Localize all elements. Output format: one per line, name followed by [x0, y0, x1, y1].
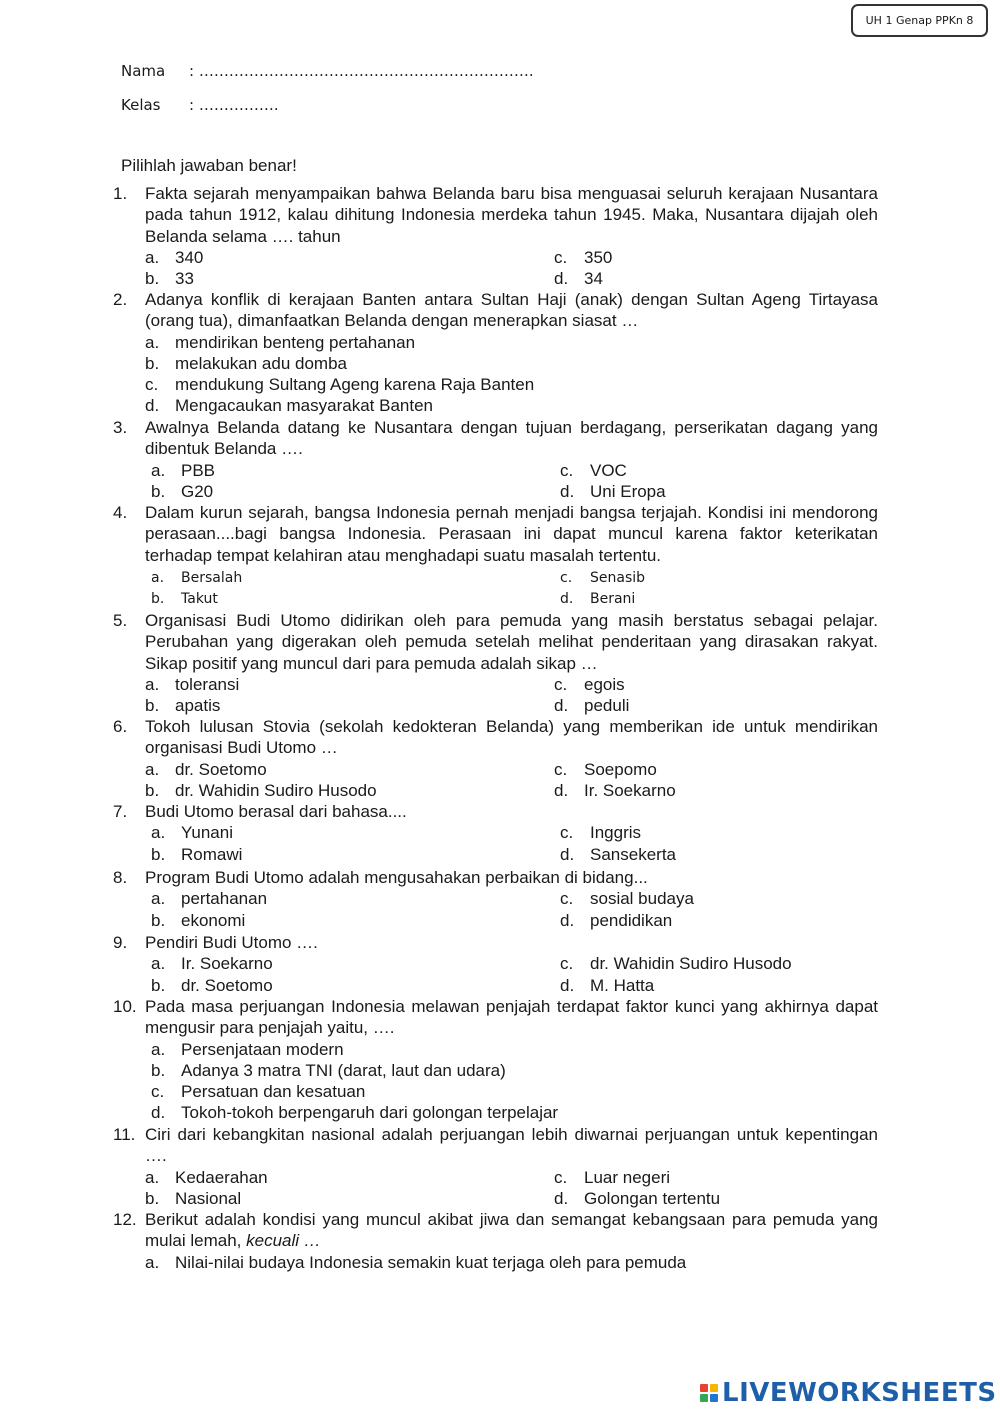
option-list: [145, 1167, 878, 1210]
option-letter: c.: [554, 247, 568, 267]
question-4: [113, 502, 878, 610]
option-letter: c.: [554, 1167, 568, 1187]
name-row: [121, 62, 534, 80]
option-letter: a.: [151, 569, 165, 586]
option-letter: a.: [145, 332, 160, 352]
option-text: Ir. Soekarno: [181, 954, 273, 974]
option-c[interactable]: [151, 1081, 878, 1102]
option-a[interactable]: [151, 888, 560, 909]
option-list: [151, 953, 878, 996]
option-a[interactable]: [145, 674, 554, 695]
question-10: [113, 996, 878, 1124]
option-letter: d.: [560, 910, 575, 930]
logo-square-yellow: [710, 1384, 718, 1392]
name-field[interactable]: : ………………………………………………………….: [189, 62, 534, 80]
option-list: [151, 1039, 878, 1124]
class-field[interactable]: : …………….: [189, 96, 279, 114]
option-d[interactable]: [151, 1102, 878, 1123]
liveworksheets-logo[interactable]: [700, 1378, 997, 1408]
option-text: sosial budaya: [590, 889, 694, 909]
option-d[interactable]: [554, 268, 878, 289]
question-number: 2.: [113, 290, 128, 309]
option-letter: d.: [560, 591, 574, 608]
option-letter: d.: [560, 844, 575, 864]
option-a[interactable]: [151, 460, 560, 481]
option-text: 33: [175, 269, 194, 289]
option-text: pendidikan: [590, 910, 673, 930]
option-a[interactable]: [151, 953, 560, 974]
question-text-emphasis: kecuali …: [246, 1231, 321, 1251]
option-text: dr. Soetomo: [181, 975, 273, 995]
option-text: Takut: [181, 591, 218, 608]
option-list: [145, 247, 878, 290]
option-list: [145, 674, 878, 717]
logo-square-red: [700, 1384, 708, 1392]
question-number: 4.: [113, 503, 128, 522]
logo-square-green: [700, 1394, 708, 1402]
option-text: Yunani: [181, 823, 233, 843]
option-text: dr. Soetomo: [175, 759, 267, 779]
option-b[interactable]: [151, 844, 560, 865]
option-text: melakukan adu domba: [175, 353, 348, 373]
option-text: mendirikan benteng pertahanan: [175, 332, 416, 352]
option-letter: c.: [560, 954, 574, 974]
question-text: [145, 1209, 878, 1252]
option-a[interactable]: [145, 247, 554, 268]
option-letter: a.: [145, 674, 160, 694]
option-c[interactable]: [554, 1167, 878, 1188]
option-b[interactable]: [151, 1060, 878, 1081]
question-text: Organisasi Budi Utomo didirikan oleh para pemuda yang masih berstatus sebagai pelajar. Perubahan yang digerakan oleh pemuda setelah melihat penderitaan yang dirasakan rakyat. Sikap positif yang muncul dari para pemuda adalah sikap …: [145, 611, 878, 673]
option-c[interactable]: [560, 568, 878, 589]
option-letter: b.: [151, 844, 166, 864]
option-text: Nasional: [175, 1188, 242, 1208]
option-d[interactable]: [554, 780, 878, 801]
question-text: Tokoh lulusan Stovia (sekolah kedokteran Belanda) yang memberikan ide untuk mendirikan organisasi Budi Utomo …: [145, 717, 878, 758]
question-number: 10.: [113, 997, 137, 1016]
question-number: 8.: [113, 868, 128, 887]
option-text: pertahanan: [181, 889, 268, 909]
instruction: Pilihlah jawaban benar!: [121, 156, 297, 175]
option-text: 340: [175, 247, 204, 267]
option-text: PBB: [181, 460, 216, 480]
question-7: [113, 801, 878, 865]
option-list: [151, 568, 878, 611]
option-d[interactable]: [560, 975, 878, 996]
option-letter: c.: [554, 674, 568, 694]
question-1: [113, 183, 878, 289]
option-letter: b.: [151, 975, 166, 995]
question-6: [113, 716, 878, 801]
option-text: dr. Wahidin Sudiro Husodo: [590, 954, 792, 974]
option-letter: a.: [145, 759, 160, 779]
question-number: 11.: [113, 1125, 136, 1144]
option-b[interactable]: [151, 481, 560, 502]
option-letter: d.: [554, 269, 569, 289]
question-11: [113, 1124, 878, 1209]
option-b[interactable]: [151, 589, 560, 610]
option-text: mendukung Sultang Ageng karena Raja Banten: [175, 375, 535, 395]
question-text: Awalnya Belanda datang ke Nusantara dengan tujuan berdagang, perserikatan dagang yang dibentuk Belanda ….: [145, 418, 878, 459]
option-c[interactable]: [560, 888, 878, 909]
question-text: Fakta sejarah menyampaikan bahwa Belanda baru bisa menguasai seluruh kerajaan Nusantara pada tahun 1912, kalau dihitung Indonesia merdeka tahun 1945. Maka, Nusantara dijajah oleh Belanda selama …. tahun: [145, 184, 878, 246]
option-letter: a.: [151, 823, 166, 843]
option-c[interactable]: [554, 759, 878, 780]
option-a[interactable]: [151, 568, 560, 589]
question-text: Budi Utomo berasal dari bahasa....: [145, 802, 407, 821]
option-text: Adanya 3 matra TNI (darat, laut dan udara): [181, 1060, 506, 1080]
option-letter: d.: [554, 780, 569, 800]
option-letter: b.: [145, 1188, 160, 1208]
option-text: peduli: [584, 696, 630, 716]
option-text: Berani: [590, 591, 636, 608]
option-letter: c.: [151, 1082, 165, 1102]
option-text: Uni Eropa: [590, 481, 666, 501]
option-letter: a.: [151, 460, 166, 480]
option-letter: b.: [151, 910, 166, 930]
option-letter: a.: [151, 1039, 166, 1059]
option-list: [145, 1252, 878, 1273]
question-3: [113, 417, 878, 502]
option-d[interactable]: [560, 589, 878, 610]
option-text: Persenjataan modern: [181, 1039, 344, 1059]
option-a[interactable]: [151, 1039, 878, 1060]
question-number: 6.: [113, 717, 128, 736]
option-letter: c.: [560, 460, 574, 480]
option-c[interactable]: [554, 674, 878, 695]
question-8: [113, 867, 878, 931]
question-text-main: Berikut adalah kondisi yang muncul akibat jiwa dan semangat kebangsaan para pemuda yang mulai lemah,: [145, 1210, 878, 1251]
question-text: Adanya konflik di kerajaan Banten antara Sultan Haji (anak) dengan Sultan Ageng Tirtayasa (orang tua), dimanfaatkan Belanda dengan menerapkan siasat …: [145, 290, 878, 331]
question-text: Ciri dari kebangkitan nasional adalah perjuangan lebih diwarnai perjuangan untuk kepentingan ….: [145, 1125, 878, 1166]
option-a[interactable]: [145, 332, 878, 353]
option-d[interactable]: [554, 1188, 878, 1209]
option-c[interactable]: [560, 822, 878, 843]
question-number: 7.: [113, 802, 128, 821]
option-text: Kedaerahan: [175, 1167, 268, 1187]
option-text: apatis: [175, 696, 221, 716]
class-row: [121, 96, 279, 114]
option-letter: d.: [554, 1188, 569, 1208]
option-a[interactable]: [151, 822, 560, 843]
option-text: Persatuan dan kesatuan: [181, 1082, 366, 1102]
option-c[interactable]: [145, 374, 878, 395]
logo-square-blue: [710, 1394, 718, 1402]
option-letter: b.: [151, 591, 165, 608]
option-d[interactable]: [560, 481, 878, 502]
option-letter: c.: [560, 889, 574, 909]
option-letter: b.: [145, 780, 160, 800]
option-text: Luar negeri: [584, 1167, 671, 1187]
option-text: egois: [584, 674, 625, 694]
worksheet-tag: UH 1 Genap PPKn 8: [851, 4, 988, 37]
question-text: Dalam kurun sejarah, bangsa Indonesia pernah menjadi bangsa terjajah. Kondisi ini mendorong perasaan....bagi bangsa Indonesia. Perasaan ini dapat muncul karena faktor keterikatan terhadap tempat kelahiran atau menghadapi suatu masalah tertentu.: [145, 503, 878, 565]
option-list: [145, 332, 878, 417]
option-text: dr. Wahidin Sudiro Husodo: [175, 780, 377, 800]
option-letter: a.: [145, 247, 160, 267]
option-letter: d.: [145, 396, 160, 416]
option-text: Senasib: [590, 569, 646, 586]
option-letter: c.: [145, 375, 159, 395]
question-text: Pada masa perjuangan Indonesia melawan penjajah terdapat faktor kunci yang akhirnya dapat mengusir para penjajah yaitu, ….: [145, 997, 878, 1038]
option-letter: a.: [151, 889, 166, 909]
option-a[interactable]: [145, 1252, 878, 1273]
option-letter: d.: [151, 1103, 166, 1123]
option-text: Inggris: [590, 823, 642, 843]
option-letter: b.: [145, 269, 160, 289]
option-c[interactable]: [554, 247, 878, 268]
option-list: [145, 759, 878, 802]
option-text: Tokoh-tokoh berpengaruh dari golongan terpelajar: [181, 1103, 559, 1123]
option-text: 350: [584, 247, 613, 267]
question-number: 1.: [113, 184, 128, 203]
question-12: [113, 1209, 878, 1273]
option-letter: a.: [145, 1167, 160, 1187]
option-text: Bersalah: [181, 569, 243, 586]
option-text: ekonomi: [181, 910, 246, 930]
option-b[interactable]: [145, 353, 878, 374]
option-text: Mengacaukan masyarakat Banten: [175, 396, 433, 416]
question-text: Pendiri Budi Utomo ….: [145, 933, 318, 952]
option-list: [151, 822, 878, 865]
option-text: M. Hatta: [590, 975, 655, 995]
option-text: 34: [584, 269, 603, 289]
option-a[interactable]: [145, 759, 554, 780]
option-letter: d.: [560, 975, 575, 995]
option-text: Soepomo: [584, 759, 657, 779]
option-letter: b.: [151, 481, 166, 501]
logo-mark-icon: [700, 1384, 718, 1402]
option-b[interactable]: [151, 975, 560, 996]
option-letter: c.: [560, 823, 574, 843]
option-b[interactable]: [145, 268, 554, 289]
option-letter: d.: [554, 696, 569, 716]
option-text: Ir. Soekarno: [584, 780, 676, 800]
option-letter: a.: [151, 954, 166, 974]
option-letter: b.: [151, 1060, 166, 1080]
option-b[interactable]: [151, 910, 560, 931]
option-text: Romawi: [181, 844, 243, 864]
option-c[interactable]: [560, 460, 878, 481]
option-letter: c.: [554, 759, 568, 779]
question-number: 9.: [113, 933, 128, 952]
question-number: 5.: [113, 611, 128, 630]
name-label: Nama: [121, 62, 166, 80]
option-list: [151, 888, 878, 931]
question-number: 3.: [113, 418, 128, 437]
question-9: [113, 932, 878, 996]
option-d[interactable]: [554, 695, 878, 716]
question-5: [113, 610, 878, 716]
option-a[interactable]: [145, 1167, 554, 1188]
option-text: Nilai-nilai budaya Indonesia semakin kuat terjaga oleh para pemuda: [175, 1252, 687, 1272]
brand-name: LIVEWORKSHEETS: [722, 1378, 997, 1408]
option-letter: c.: [560, 569, 573, 586]
option-letter: d.: [560, 481, 575, 501]
option-d[interactable]: [560, 844, 878, 865]
option-list: [151, 460, 878, 503]
option-text: Sansekerta: [590, 844, 676, 864]
option-text: G20: [181, 481, 214, 501]
question-number: 12.: [113, 1210, 137, 1229]
option-c[interactable]: [560, 953, 878, 974]
option-d[interactable]: [560, 910, 878, 931]
option-b[interactable]: [145, 695, 554, 716]
option-letter: b.: [145, 353, 160, 373]
question-2: [113, 289, 878, 417]
option-text: VOC: [590, 460, 627, 480]
option-letter: b.: [145, 696, 160, 716]
option-d[interactable]: [145, 395, 878, 416]
option-b[interactable]: [145, 1188, 554, 1209]
option-letter: a.: [145, 1252, 160, 1272]
class-label: Kelas: [121, 96, 161, 114]
option-text: toleransi: [175, 674, 240, 694]
question-text: Program Budi Utomo adalah mengusahakan perbaikan di bidang...: [145, 868, 648, 887]
option-text: Golongan tertentu: [584, 1188, 721, 1208]
option-b[interactable]: [145, 780, 554, 801]
